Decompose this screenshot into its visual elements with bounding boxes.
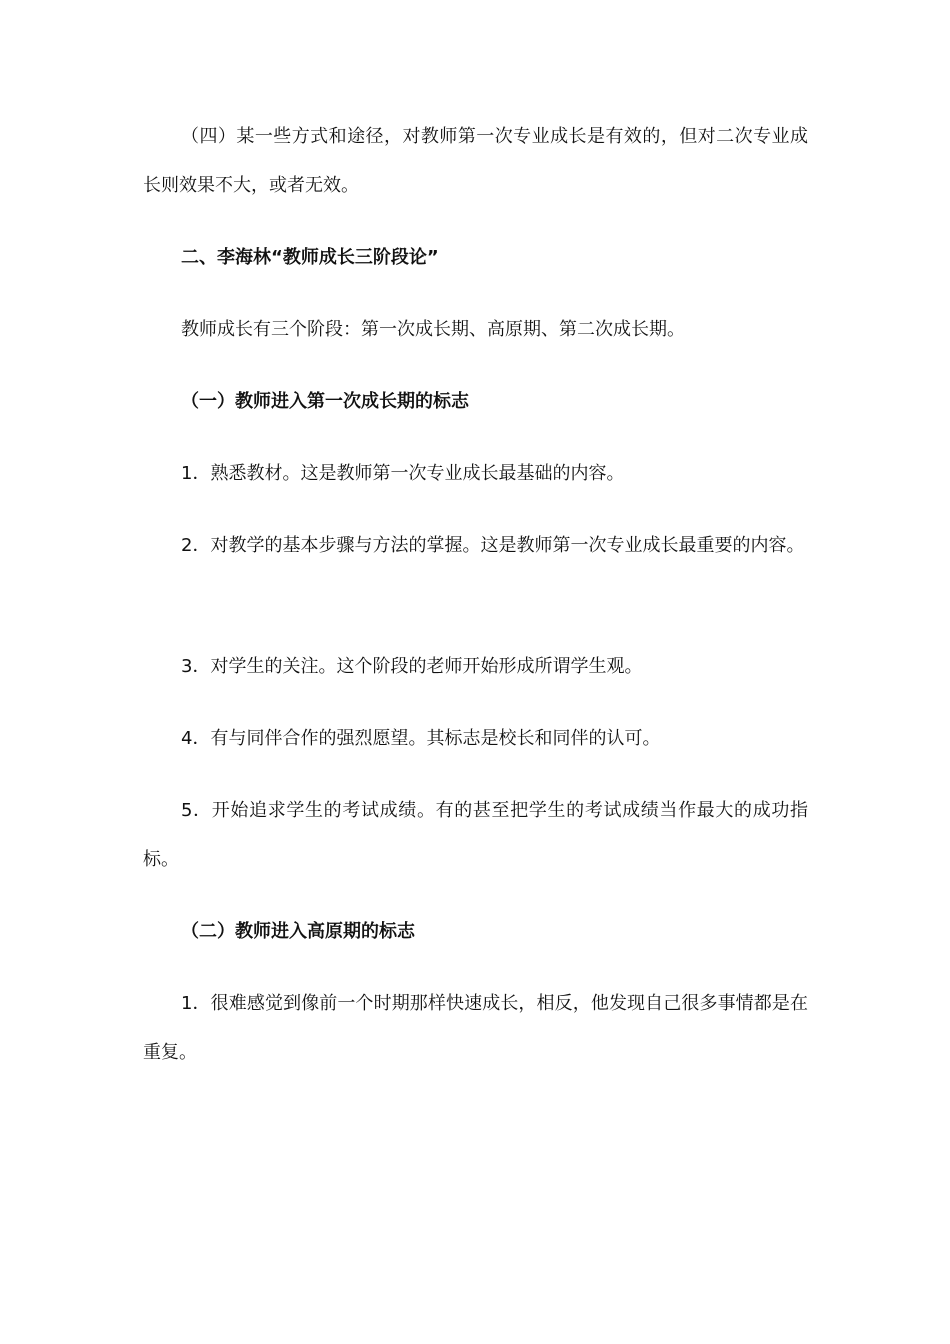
list-item-5-exam-scores: 5．开始追求学生的考试成绩。有的甚至把学生的考试成绩当作最大的成功指标。	[143, 800, 808, 870]
subheading-first-growth-period: （一）教师进入第一次成长期的标志	[181, 391, 469, 412]
list-item-plateau-1: 1．很难感觉到像前一个时期那样快速成长，相反，他发现自己很多事情都是在重复。	[143, 993, 808, 1063]
subheading-plateau-period: （二）教师进入高原期的标志	[181, 921, 415, 942]
paragraph-four: （四）某一些方式和途径，对教师第一次专业成长是有效的，但对二次专业成长则效果不大，或者无效。	[143, 126, 808, 196]
list-item-2-teaching-methods: 2．对教学的基本步骤与方法的掌握。这是教师第一次专业成长最重要的内容。	[181, 535, 805, 556]
section-heading-three-stage-theory: 二、李海林“教师成长三阶段论”	[181, 247, 439, 268]
paragraph-three-stages: 教师成长有三个阶段：第一次成长期、高原期、第二次成长期。	[181, 319, 685, 340]
list-item-3-student-attention: 3．对学生的关注。这个阶段的老师开始形成所谓学生观。	[181, 656, 643, 677]
list-item-4-peer-cooperation: 4．有与同伴合作的强烈愿望。其标志是校长和同伴的认可。	[181, 728, 661, 749]
list-item-1-familiar-textbook: 1．熟悉教材。这是教师第一次专业成长最基础的内容。	[181, 463, 625, 484]
